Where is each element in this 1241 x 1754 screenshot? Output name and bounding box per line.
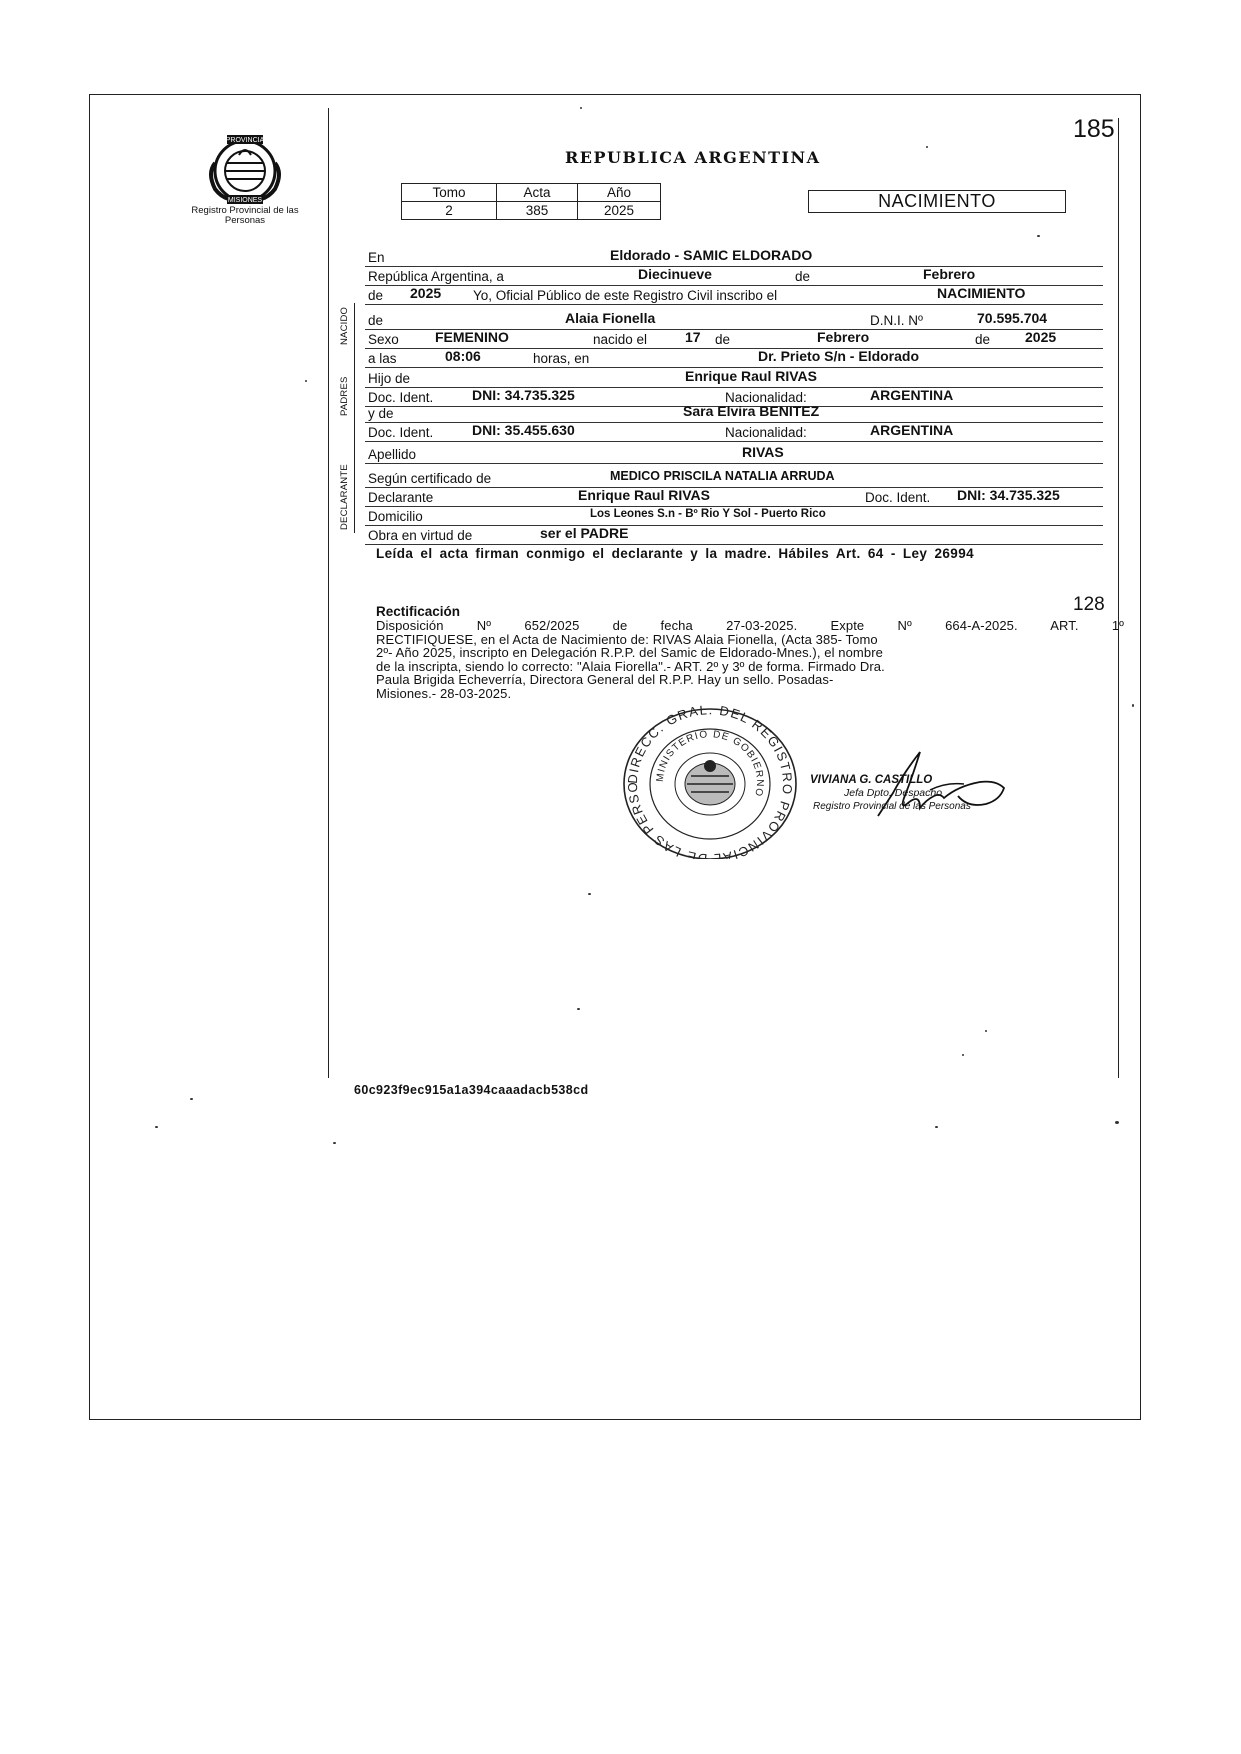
side-label-nacido: NACIDO xyxy=(339,306,350,345)
scan-speck xyxy=(1037,235,1040,237)
label-doc-3: Doc. Ident. xyxy=(865,490,931,505)
label-obra: Obra en virtud de xyxy=(368,528,473,543)
reference-table xyxy=(401,183,661,220)
tomo-header: Tomo xyxy=(402,184,497,202)
label-de-5: de xyxy=(975,332,991,347)
row-obra xyxy=(365,526,1103,545)
seal-icon xyxy=(615,704,805,859)
row-domicilio xyxy=(365,507,1103,526)
value-name: Alaia Fionella xyxy=(565,310,656,326)
value-birth-month: Febrero xyxy=(817,329,870,345)
scan-speck xyxy=(926,146,928,148)
row-hora xyxy=(365,349,1103,368)
signature xyxy=(808,738,1038,838)
underline xyxy=(365,441,1103,442)
label-y-de: y de xyxy=(368,406,394,421)
rectificacion-line: Misiones.- 28-03-2025. xyxy=(376,685,512,701)
closing-text: Leída el acta firman conmigo el declarante y la madre. Hábiles Art. 64 - Ley 26994 xyxy=(376,546,975,561)
value-father-doc: DNI: 34.735.325 xyxy=(472,387,575,403)
row-en xyxy=(365,248,1103,267)
value-month: Febrero xyxy=(923,266,976,282)
label-domicilio: Domicilio xyxy=(368,509,423,524)
acta-header: Acta xyxy=(497,184,578,202)
label-republica: República Argentina, a xyxy=(368,269,504,284)
rectificacion-body xyxy=(376,619,1124,700)
label-nacido: nacido el xyxy=(593,332,648,347)
label-dni: D.N.I. Nº xyxy=(870,313,923,328)
scan-speck xyxy=(580,107,582,109)
rectificacion-line: Disposición Nº 652/2025 de fecha 27-03-2025. Expte Nº 664-A-2025. ART. 1º xyxy=(376,618,1124,633)
value-certificado: MEDICO PRISCILA NATALIA ARRUDA xyxy=(610,469,835,483)
svg-text:MINISTERIO DE GOBIERNO: MINISTERIO DE GOBIERNO xyxy=(654,729,766,799)
value-apellido: RIVAS xyxy=(742,444,784,460)
value-dni: 70.595.704 xyxy=(977,310,1048,326)
document-title: REPUBLICA ARGENTINA xyxy=(565,148,821,167)
rectificacion-line: RECTIFIQUESE, en el Acta de Nacimiento de: RIVAS Alaia Fionella, (Acta 385- Tomo xyxy=(376,631,878,647)
acta-value: 385 xyxy=(497,202,578,220)
value-sexo: FEMENINO xyxy=(435,329,509,345)
scan-speck xyxy=(588,893,591,895)
signature-org: Registro Provincial de las Personas xyxy=(813,801,971,812)
label-en: En xyxy=(368,250,385,265)
value-father-nat: ARGENTINA xyxy=(870,387,954,403)
underline xyxy=(365,304,1103,305)
side-label-padres: PADRES xyxy=(339,376,350,416)
anio-value: 2025 xyxy=(578,202,661,220)
page-number: 185 xyxy=(1073,115,1115,143)
value-declarante-doc: DNI: 34.735.325 xyxy=(957,487,1060,503)
value-birth-day: 17 xyxy=(685,329,701,345)
act-type: NACIMIENTO xyxy=(878,191,996,211)
label-a-las: a las xyxy=(368,351,397,366)
value-inscribe: NACIMIENTO xyxy=(937,285,1026,301)
label-certificado: Según certificado de xyxy=(368,471,492,486)
logo-caption: Registro Provincial de las Personas xyxy=(191,205,299,226)
label-doc-2: Doc. Ident. xyxy=(368,425,434,440)
rectificacion-line: Paula Brigida Echeverría, Directora General del R.P.P. Hay un sello. Posadas- xyxy=(376,672,834,687)
row-oficial xyxy=(365,286,1103,305)
scan-speck xyxy=(190,1098,193,1100)
scan-speck xyxy=(305,380,307,382)
rectificacion-line: de la inscripta, siendo lo correcto: "Alaia Fiorella".- ART. 2º y 3º de forma. Firmado Dra. xyxy=(376,658,885,674)
label-oficial: Yo, Oficial Público de este Registro Civil inscribo el xyxy=(473,288,778,303)
value-year: 2025 xyxy=(410,285,442,301)
rectificacion-line: 2º- Año 2025, inscripto en Delegación R.P.P. del Samic de Eldorado-Mnes.), el nombre xyxy=(376,645,883,660)
value-obra: ser el PADRE xyxy=(540,525,629,541)
value-day-words: Diecinueve xyxy=(638,266,712,282)
value-birth-year: 2025 xyxy=(1025,329,1057,345)
tomo-value: 2 xyxy=(402,202,497,220)
scan-speck xyxy=(985,1030,987,1032)
act-type-box xyxy=(808,190,1066,213)
signature-name: VIVIANA G. CASTILLO xyxy=(810,774,933,786)
label-horas: horas, en xyxy=(533,351,590,366)
label-apellido: Apellido xyxy=(368,447,417,462)
label-nacionalidad-2: Nacionalidad: xyxy=(725,425,807,440)
inner-left-line xyxy=(354,303,355,533)
value-place: Dr. Prieto S/n - Eldorado xyxy=(758,348,920,364)
side-label-declarante: DECLARANTE xyxy=(339,464,350,530)
label-de-3: de xyxy=(368,313,384,328)
scan-speck xyxy=(1132,704,1134,707)
scan-speck xyxy=(155,1126,158,1128)
label-de: de xyxy=(795,269,811,284)
registry-logo xyxy=(199,133,291,207)
label-doc: Doc. Ident. xyxy=(368,390,434,405)
anio-header: Año xyxy=(578,184,661,202)
label-de-4: de xyxy=(715,332,731,347)
value-mother-nat: ARGENTINA xyxy=(870,422,954,438)
row-apellido xyxy=(365,445,1103,464)
value-mother: Sara Elvira BENITEZ xyxy=(683,403,820,419)
value-en: Eldorado - SAMIC ELDORADO xyxy=(610,247,813,263)
right-margin-line xyxy=(1118,118,1119,1078)
official-seal xyxy=(615,704,805,859)
label-de-2: de xyxy=(368,288,384,303)
document-hash: 60c923f9ec915a1a394caaadacb538cd xyxy=(354,1083,589,1097)
value-declarante: Enrique Raul RIVAS xyxy=(578,487,710,503)
label-declarante: Declarante xyxy=(368,490,434,505)
underline xyxy=(365,463,1103,464)
svg-text:PROVINCIA: PROVINCIA xyxy=(225,137,265,144)
label-sexo: Sexo xyxy=(368,332,399,347)
value-mother-doc: DNI: 35.455.630 xyxy=(472,422,575,438)
value-hour: 08:06 xyxy=(445,348,481,364)
coat-of-arms-icon xyxy=(199,133,291,207)
scan-speck xyxy=(935,1126,938,1128)
value-domicilio: Los Leones S.n - Bº Rio Y Sol - Puerto Rico xyxy=(590,508,826,520)
scan-speck xyxy=(962,1054,964,1056)
row-mother-doc xyxy=(365,423,1103,442)
svg-text:DIRECC. GRAL. DEL REGISTRO PRO: DIRECC. GRAL. DEL REGISTRO PROVINCIAL DE LAS PERSO xyxy=(624,704,796,859)
scan-speck xyxy=(333,1142,336,1144)
label-hijo: Hijo de xyxy=(368,371,411,386)
scan-speck xyxy=(1115,1121,1119,1124)
rectificacion-number: 128 xyxy=(1073,594,1105,615)
left-margin-line xyxy=(328,108,329,1078)
label-nacionalidad: Nacionalidad: xyxy=(725,390,807,405)
value-father: Enrique Raul RIVAS xyxy=(685,368,817,384)
svg-text:MISIONES: MISIONES xyxy=(227,197,263,204)
signature-role: Jefa Dpto. Despacho xyxy=(844,787,943,799)
rectificacion-title: Rectificación xyxy=(376,604,461,619)
scan-speck xyxy=(577,1008,580,1010)
underline xyxy=(365,544,1103,545)
